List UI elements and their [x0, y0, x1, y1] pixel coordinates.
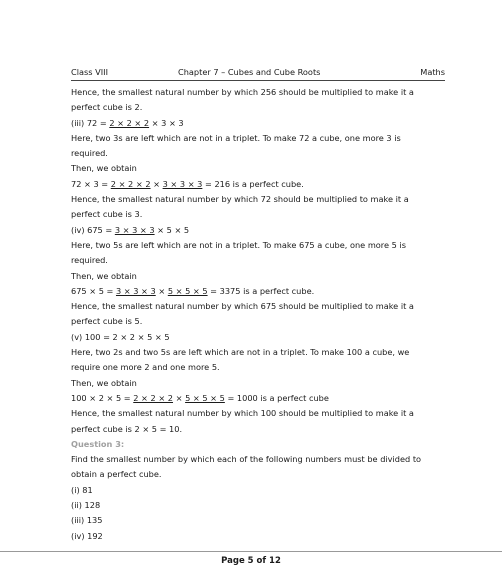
- subject-label: Maths: [420, 67, 445, 77]
- triplet-group: 3 × 3 × 3: [114, 224, 155, 235]
- equation-line: [71, 284, 433, 299]
- text-line: Then, we obtain: [71, 377, 137, 388]
- equation-part: 675 × 5 =: [71, 285, 116, 296]
- equation-part: = 1000 is a perfect cube: [224, 392, 329, 403]
- triplet-group: 2 × 2 × 2: [109, 117, 150, 128]
- text-line: Here, two 5s are left which are not in a triplet. To make 675 a cube, one more 5 is: [71, 239, 406, 250]
- triplet-group: 2 × 2 × 2: [110, 178, 151, 189]
- equation-part: = 216 is a perfect cube.: [202, 178, 304, 189]
- equation-line: [71, 223, 433, 238]
- text-line: perfect cube is 3.: [71, 209, 143, 220]
- equation-line: [71, 116, 433, 131]
- equation-line: [71, 177, 433, 192]
- question-heading: Question 3:: [71, 438, 125, 449]
- option-item: (iv) 192: [71, 530, 103, 541]
- text-line: Then, we obtain: [71, 270, 137, 281]
- text-line: require one more 2 and one more 5.: [71, 362, 220, 373]
- text-line: required.: [71, 148, 108, 159]
- text-line: Find the smallest number by which each of the following numbers must be divided to: [71, 454, 422, 465]
- triplet-group: 5 × 5 × 5: [185, 392, 225, 403]
- triplet-group: 3 × 3 × 3: [162, 178, 203, 189]
- page-number: Page 5 of 12: [221, 556, 281, 566]
- option-item: (ii) 128: [71, 500, 101, 511]
- equation-line: (v) 100 = 2 × 2 × 5 × 5: [71, 331, 170, 342]
- triplet-group: 2 × 2 × 2: [133, 392, 174, 403]
- page-content: [71, 85, 433, 544]
- equation-part: (iv) 675 =: [71, 224, 115, 235]
- triplet-group: 3 × 3 × 3: [115, 285, 156, 296]
- text-line: obtain a perfect cube.: [71, 469, 162, 480]
- equation-part: = 3375 is a perfect cube.: [207, 285, 315, 296]
- text-line: required.: [71, 255, 108, 266]
- text-line: Here, two 3s are left which are not in a triplet. To make 72 a cube, one more 3 is: [71, 132, 401, 143]
- equation-part: ×: [173, 392, 186, 403]
- equation-part: ×: [150, 178, 163, 189]
- equation-part: 72 × 3 =: [71, 178, 111, 189]
- equation-line: [71, 391, 433, 406]
- equation-part: ×: [155, 285, 168, 296]
- text-line: perfect cube is 5.: [71, 316, 143, 327]
- text-line: Hence, the smallest natural number by which 72 should be multiplied to make it a: [71, 194, 409, 205]
- text-line: Here, two 2s and two 5s are left which are not in a triplet. To make 100 a cube, we: [71, 347, 410, 358]
- text-line: Hence, the smallest natural number by which 256 should be multiplied to make it a: [71, 87, 414, 97]
- equation-part: (iii) 72 =: [71, 117, 110, 128]
- text-line: Hence, the smallest natural number by which 675 should be multiplied to make it a: [71, 301, 414, 312]
- equation-part: × 5 × 5: [154, 224, 190, 235]
- equation-part: 100 × 2 × 5 =: [71, 392, 134, 403]
- text-line: Then, we obtain: [71, 163, 137, 174]
- page-header: [71, 66, 445, 81]
- text-line: perfect cube is 2.: [71, 102, 143, 113]
- equation-part: × 3 × 3: [149, 117, 184, 128]
- text-line: perfect cube is 2 × 5 = 10.: [71, 423, 183, 434]
- triplet-group: 5 × 5 × 5: [167, 285, 208, 296]
- text-line: Hence, the smallest natural number by which 100 should be multiplied to make it a: [71, 408, 414, 419]
- footer-divider: [0, 551, 502, 552]
- class-label: Class VIII: [71, 67, 108, 77]
- option-item: (iii) 135: [71, 515, 103, 526]
- chapter-title: Chapter 7 – Cubes and Cube Roots: [178, 67, 321, 77]
- option-item: (i) 81: [71, 484, 93, 495]
